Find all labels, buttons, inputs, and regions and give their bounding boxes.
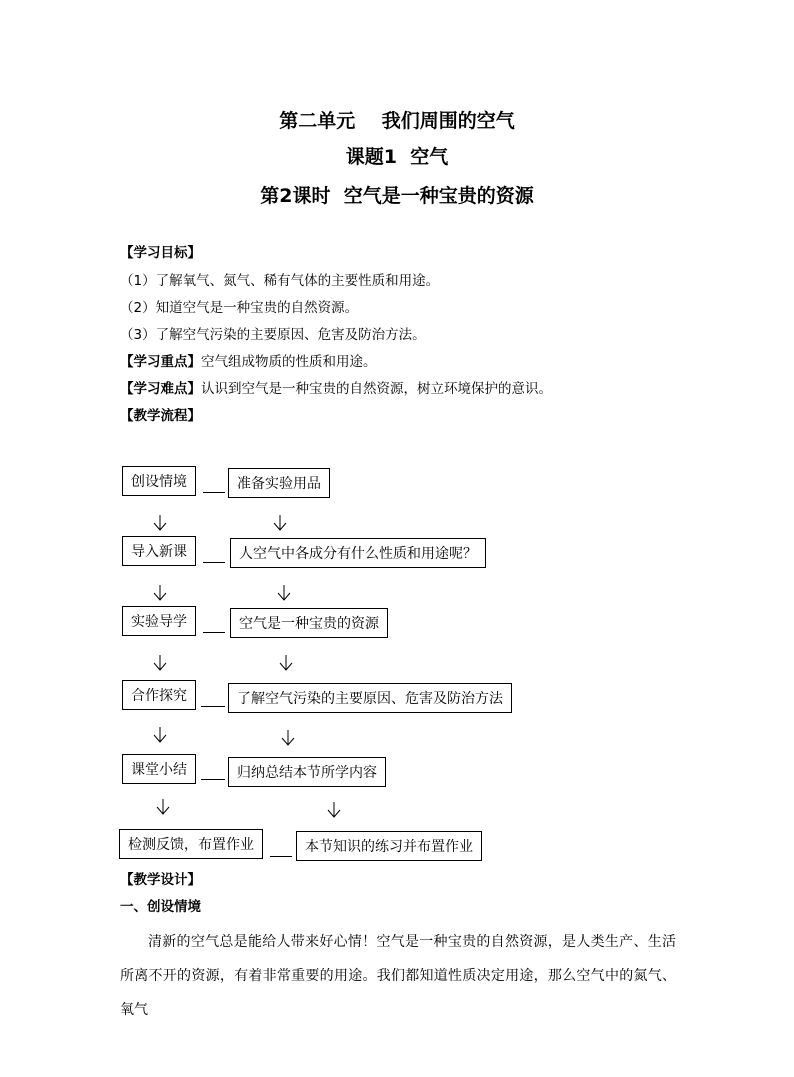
key-point <box>120 353 377 371</box>
difficulty-text: 认识到空气是一种宝贵的自然资源，树立环境保护的意识。 <box>201 381 552 397</box>
key-point-text: 空气组成物质的性质和用途。 <box>201 354 377 370</box>
period-title: 第2课时 空气是一种宝贵的资源 <box>260 185 534 207</box>
flow-connector <box>270 856 292 857</box>
flow-step-5: 课堂小结 <box>122 754 196 784</box>
objective-item: （3）了解空气污染的主要原因、危害及防治方法。 <box>120 327 426 343</box>
down-arrow-icon <box>276 584 292 602</box>
flow-activity-1: 准备实验用品 <box>228 468 330 498</box>
down-arrow-icon <box>152 654 168 672</box>
objective-item: （1）了解氧气、氮气、稀有气体的主要性质和用途。 <box>120 273 440 289</box>
design-heading: 【教学设计】 <box>120 872 201 888</box>
flow-activity-5: 归纳总结本节所学内容 <box>228 757 386 787</box>
flow-activity-4: 了解空气污染的主要原因、危害及防治方法 <box>228 683 512 713</box>
flow-activity-6: 本节知识的练习并布置作业 <box>296 831 482 861</box>
flow-connector <box>201 706 225 707</box>
flow-connector <box>203 492 225 493</box>
flow-step-2: 导入新课 <box>122 536 196 566</box>
flow-step-6: 检测反馈，布置作业 <box>119 829 263 859</box>
key-point-label: 【学习重点】 <box>120 354 201 370</box>
flow-connector <box>201 779 225 780</box>
down-arrow-icon <box>278 654 294 672</box>
flow-step-3: 实验导学 <box>122 606 196 636</box>
flow-heading: 【教学流程】 <box>120 408 201 424</box>
down-arrow-icon <box>155 798 171 816</box>
difficulty <box>120 380 552 398</box>
section-paragraph: 清新的空气总是能给人带来好心情！空气是一种宝贵的自然资源，是人类生产、生活所离不开的资源，有着非常重要的用途。我们都知道性质决定用途，那么空气中的氮气、氧气 <box>120 934 676 1018</box>
objectives-heading: 【学习目标】 <box>120 245 201 261</box>
flow-connector <box>203 632 225 633</box>
flow-step-1: 创设情境 <box>122 466 196 496</box>
flow-step-4: 合作探究 <box>122 680 196 710</box>
flow-connector <box>203 562 225 563</box>
unit-title: 第二单元 我们周围的空气 <box>279 110 515 132</box>
down-arrow-icon <box>272 514 288 532</box>
down-arrow-icon <box>326 801 342 819</box>
down-arrow-icon <box>280 729 296 747</box>
down-arrow-icon <box>152 514 168 532</box>
section-heading: 一、创设情境 <box>120 899 201 915</box>
difficulty-label: 【学习难点】 <box>120 381 201 397</box>
flow-activity-3: 空气是一种宝贵的资源 <box>230 608 388 638</box>
lesson-title: 课题1 空气 <box>345 146 449 168</box>
flow-activity-2: 人空气中各成分有什么性质和用途呢？ <box>230 538 486 568</box>
objective-item: （2）知道空气是一种宝贵的自然资源。 <box>120 300 359 316</box>
down-arrow-icon <box>152 726 168 744</box>
down-arrow-icon <box>152 584 168 602</box>
